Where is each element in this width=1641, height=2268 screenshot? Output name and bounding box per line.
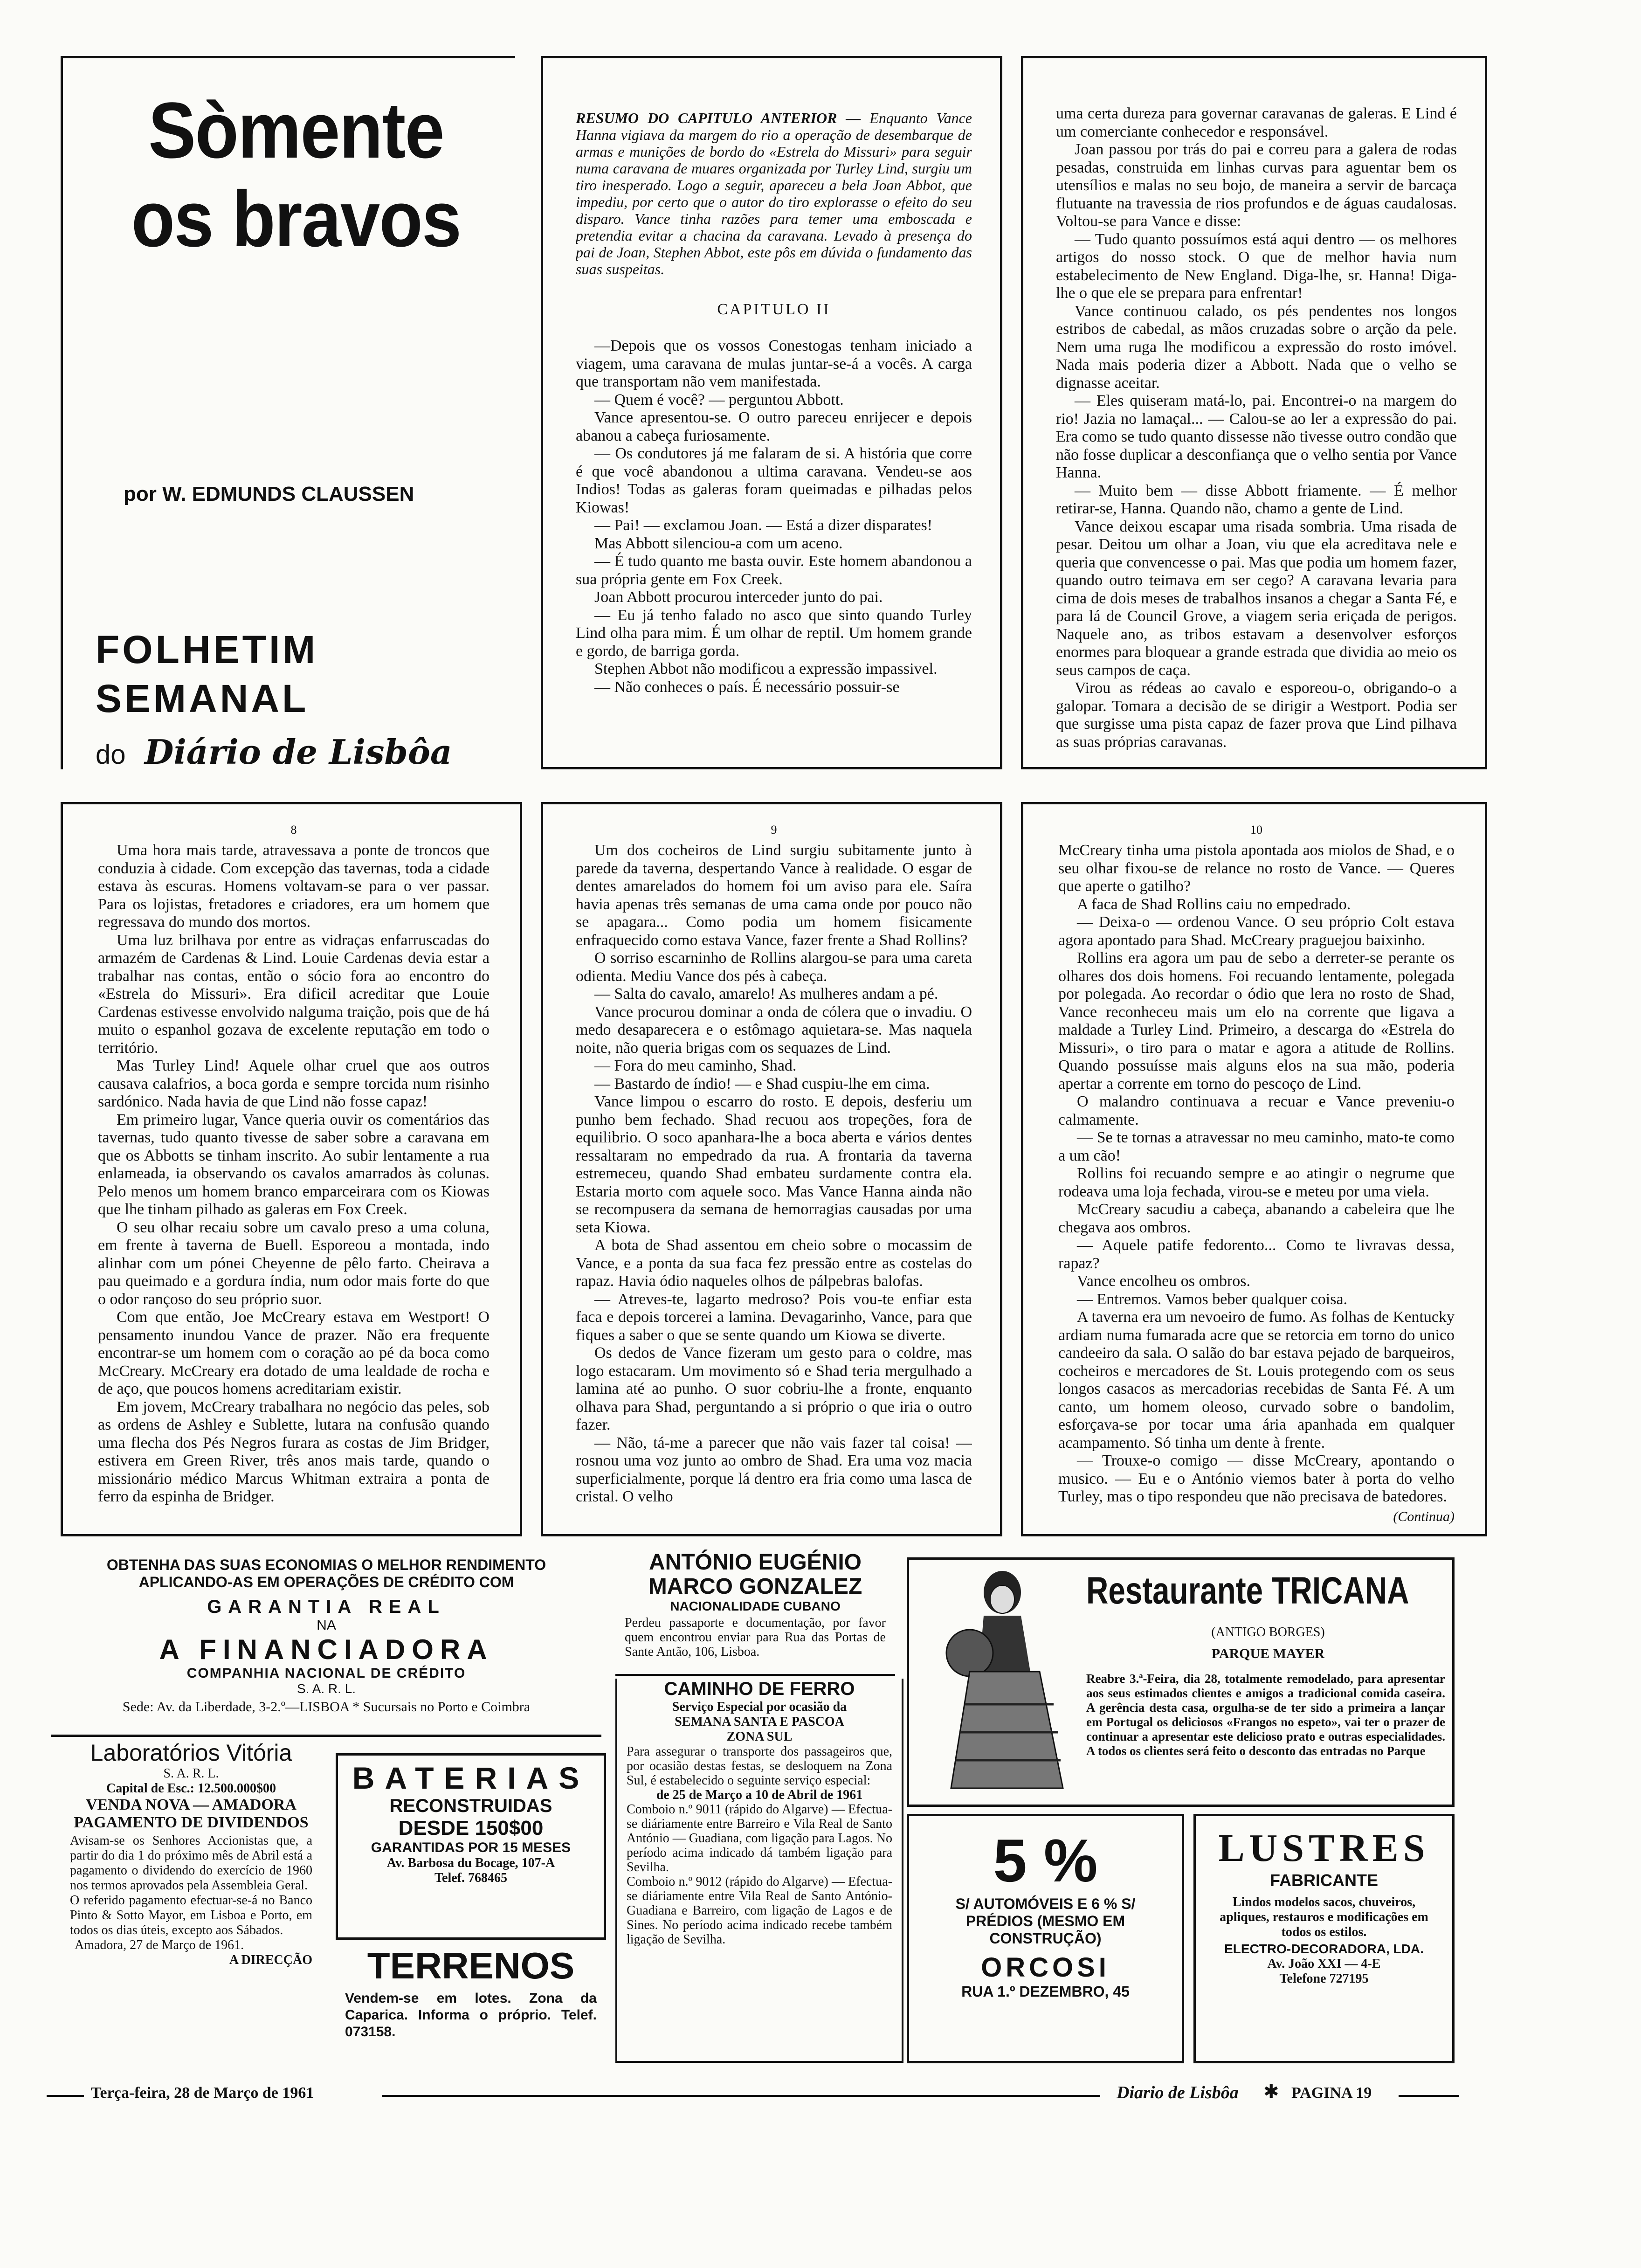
ad-address: RUA 1.º DEZEMBRO, 45 [961,1983,1130,2000]
ad-name: ANTÓNIO EUGÉNIO [648,1550,862,1575]
ad-title: BATERIAS [352,1761,590,1795]
paper-logo: Diário de Lisbôa [145,732,452,769]
serial-author: por W. EDMUNDS CLAUSSEN [124,483,414,505]
paragraph: — Trouxe-o comigo — disse McCreary, apontando o musico. — Eu e o António viemos bater à porta do velho Turley, mas o tipo respondeu que não precisava de batedores. [1058,1452,1455,1505]
serial-title-line2: os bravos [131,175,461,263]
ad-text: O referido pagamento efectuar-se-á no Banco Pinto & Sotto Mayor, em Lisboa e Porto, em todos os dias úteis, excepto aos Sábados. [70,1893,312,1937]
paragraph: — Eles quiseram matá-lo, pai. Encontrei-o na margem do rio! Jazia no lamaçal... — Calou-se ao ler a expressão do pai. Era como se tudo quanto dissesse não tivesse outro condão que não fosse duplicar a desconfiança que o velho sentia por Vance Hanna. [1056,392,1457,481]
ad-title: LUSTRES [1218,1826,1430,1870]
paragraph: — Deixa-o — ordenou Vance. O seu próprio Colt estava agora apontado para Shad. McCreary praguejou baixinho. [1058,913,1455,949]
paragraph: — Pai! — exclamou Joan. — Está a dizer disparates! [594,517,933,534]
ad-firm: ELECTRO-DECORADORA, LDA. [1224,1942,1424,1956]
paragraph: Os dedos de Vance fizeram um gesto para o coldre, mas logo estacaram. Um movimento só e Shad teria mergulhado a lamina até ao punho. O suor cobriu-lhe a fronte, enquanto olhava para Shad, perguntando a si próprio o que iria o outro fazer. [576,1344,972,1433]
star-icon: ✱ [1263,2081,1279,2102]
ad-text: Vendem-se em lotes. Zona da Caparica. Informa o próprio. Telef. 073158. [345,1991,597,2040]
paragraph: Mas Turley Lind! Aquele olhar cruel que aos outros causava calafrios, a boca gorda e sempre torcida num risinho sardónico. Nada havia de que Lind não fosse capaz! [98,1057,490,1110]
paragraph: — Entremos. Vamos beber qualquer coisa. [1077,1290,1348,1308]
page-number: 8 [290,823,297,837]
footer-page: PAGINA 19 [1291,2084,1372,2102]
ad-location: VENDA NOVA — AMADORA [86,1796,296,1813]
ad-text: Lindos modelos sacos, chuveiros, apliques, restauros e modificações em todos os estilos. [1220,1895,1428,1939]
chapter-heading: CAPITULO II [717,301,831,318]
ad-terrenos [336,1944,606,2061]
ad-tel: Telef. 768465 [434,1871,508,1885]
ad-sub: COMPANHIA NACIONAL DE CRÉDITO [186,1666,466,1681]
ad-title: Restaurante TRICANA [1086,1570,1409,1612]
paragraph: Em jovem, McCreary trabalhara no negócio das peles, sob as ordens de Ashley e Sublette, lutara na confusão quando uma flecha dos Pés Negros furara as costas de Jim Bridger, estivera em Green River, três anos mais tarde, quando o missionário médico Marcus Whitman extraira a ponta de ferro da espinha de Bridger. [98,1398,490,1505]
footer-rule-mid [382,2095,1100,2097]
ad-vitoria [51,1739,331,2066]
paragraph: Virou as rédeas ao cavalo e esporeou-o, obrigando-o a galopar. Tomara a decisão de se dirigir a Westport. Podia ser que surgisse uma pista capaz de fazer prova que Lind pilhava as suas próprias caravanas. [1056,679,1457,751]
paragraph: — Atreves-te, lagarto medroso? Pois vou-te enfiar esta faca e depois torcerei a lamina. Devagarinho, Vance, para que fiques a saber o que se sente quando um Kiowa se diverte. [576,1290,972,1344]
ad-line: PRÉDIOS (MESMO EM [965,1913,1125,1929]
paragraph: Stephen Abbot não modificou a expressão impassivel. [594,660,938,678]
paragraph: Joan passou por trás do pai e correu para a galera de rodas pesadas, construida em linhas curvas para aguentar bem os utensílios e malas no seu bojo, de maneira a servir de barcaça flutuante na travessia de rios profundos e de águas caudalosas. Voltou-se para Vance e disse: [1056,141,1457,230]
resumo-text [576,110,972,277]
paragraph: Vance continuou calado, os pés pendentes nos longos estribos de cabedal, as mãos cruzadas sobre o arção da pele. Nem uma ruga lhe modificou a expressão do rosto imóvel. Nada mais poderia dizer a Abbott. Nada que o velho se dignasse aceitar. [1056,302,1457,392]
page-number: 9 [771,823,777,837]
paragraph: Vance encolheu os ombros. [1077,1272,1251,1290]
paragraph: O malandro continuava a recuar e Vance preveniu-o calmamente. [1058,1093,1455,1128]
paragraph: Vance procurou dominar a onda de cólera que o invadiu. O medo desaparecera e o estômago aquietara-se. Mas naquela noite, não queria brigas com os sequazes de Lind. [576,1003,972,1057]
paragraph: O seu olhar recaiu sobre um cavalo preso a uma coluna, em frente à taverna de Buell. Esporeou a montada, indo alinhar com um pónei Cheyenne de pêlo farto. Cheirava a pau queimado e a gordura índia, num odor mais forte do que o odor rançoso do seu próprio suor. [98,1218,490,1308]
resumo-column [541,56,1002,769]
paragraph: — Aquele patife fedorento... Como te livravas dessa, rapaz? [1058,1237,1455,1272]
folhetim-do: do [96,740,126,769]
footer-paper: Diario de Lisbôa [1117,2083,1239,2102]
ad-antonio [615,1550,895,1676]
ad-title: CAMINHO DE FERRO [664,1679,855,1699]
resumo-label: RESUMO DO CAPITULO ANTERIOR — [576,110,870,126]
ad-lustres [1193,1814,1455,2063]
paragraph: Rollins era agora um pau de sebo a derreter-se perante os olhares dos dois homens. Foi recuando lentamente, polegada por polegada. Ao recordar o ódio que lera no rosto de Shad, Vance reconheceu mais um elo na corrente que ligava a maldade a Turley Lind. Primeiro, a descarga do «Estrela do Missuri», o tiro para o matar e agora a atitude de Rollins. Quando possuísse mais alguns elos na sua mão, poderia apertar a corrente em torno do pescoço de Lind. [1058,949,1455,1093]
ad-guarantee: GARANTIA REAL [207,1597,446,1617]
paragraph: — Fora do meu caminho, Shad. [594,1057,797,1074]
ad-baterias [336,1753,606,1940]
paragraph: — Os condutores já me falaram de si. A história que corre é que você abandonou a ultima caravana. Vendeu-se aos Indios! Todas as galeras foram queimadas e pilhadas pelos Kiowas! [576,445,972,516]
ad-parque: PARQUE MAYER [1211,1646,1325,1661]
ad-caminho-ferro [615,1679,903,2063]
ad-text: Perdeu passaporte e documentação, por favor quem encontrou enviar para Rua das Portas de Sante Antão, 106, Lisboa. [625,1616,886,1659]
folhetim-line1: FOLHETIM [96,628,318,671]
paragraph: A faca de Shad Rollins caiu no empedrado. [1077,895,1351,913]
ad-date: Amadora, 27 de Março de 1961. [75,1938,244,1952]
ad-line: APLICANDO-AS EM OPERAÇÕES DE CRÉDITO COM [138,1574,514,1590]
ad-name: ORCOSI [981,1952,1110,1983]
ad-address: Sede: Av. da Liberdade, 3-2.º—LISBOA * Sucursais no Porto e Coimbra [122,1699,531,1715]
serial-title-line1: Sòmente [148,86,444,175]
footer-date: Terça-feira, 28 de Março de 1961 [91,2084,314,2102]
paragraph: A taverna era um nevoeiro de fumo. As folhas de Kentucky ardiam numa fumarada acre que se retorcia em torno do unico candeeiro da sala. O salão do bar estava pejado de barqueiros, cocheiros e mercadores de St. Louis protegendo com os seus longos casacos as mercadorias recebidas de Santa Fé. A um canto, um homem oleoso, curvado sobre o bandolim, esforçava-se por tocar uma ária apanhada em qualquer acampamento. Só tinha um dente à frente. [1058,1308,1455,1452]
ad-tricana [907,1557,1455,1807]
ad-orcosi [907,1814,1184,2063]
ad-dates: de 25 de Março a 10 de Abril de 1961 [656,1788,863,1802]
ad-title: TERRENOS [367,1945,575,1986]
paragraph: — Quem é você? — perguntou Abbott. [594,391,844,408]
paragraph: Uma luz brilhava por entre as vidraças enfarruscadas do armazém de Cardenas & Lind. Louie Cardenas devia estar a trabalhar nas contas, então o sócio fora ao encontro do «Estrela do Missuri». Era dificil acreditar que Louie Cardenas estivesse envolvido nalguma traição, pois que de há muito o espanhol gozava de excelente reputação em todo o território. [98,931,490,1057]
ad-antigo: (ANTIGO BORGES) [1211,1625,1325,1639]
paragraph: Rollins foi recuando sempre e ao atingir o negrume que rodeava uma loja fechada, virou-se e meteu por uma viela. [1058,1165,1455,1200]
paragraph: Em primeiro lugar, Vance queria ouvir os comentários das tavernas, tudo quanto tivesse de saber sobre a caravana em que os Abbotts se tinham inscrito. Ao subir lentamente a rua enlameada, ia observando os cavalos amarrados às colunas. Pelo menos um homem branco emparceirara com os Kiowas que lhe tinham pilhado as galeras em Fox Creek. [98,1111,490,1218]
ad-line: DESDE 150$00 [398,1817,544,1839]
ad-sub: FABRICANTE [1270,1871,1378,1890]
story-page-9 [541,802,1002,1536]
ad-sub: SEMANA SANTA E PASCOA [675,1715,844,1729]
chapter-text [576,337,972,696]
paragraph: McCreary tinha uma pistola apontada aos miolos de Shad, e o seu olhar fixou-se de relance no rosto de Vance. — Queres que aperte o gatilho? [1058,842,1455,895]
ad-nat: NACIONALIDADE CUBANO [670,1599,841,1613]
continua-label: (Continua) [1393,1508,1455,1524]
ad-sarl: S. A. R. L. [296,1681,356,1696]
ad-line: CONSTRUÇÃO) [989,1930,1102,1947]
footer-rule-left [47,2095,84,2097]
ad-address: Av. Barbosa du Bocage, 107-A [386,1856,555,1870]
paragraph: McCreary sacudiu a cabeça, abanando a cabeleira que lhe chegava aos ombros. [1058,1201,1455,1236]
folhetim-line2: SEMANAL [96,677,309,720]
ad-pay: PAGAMENTO DE DIVIDENDOS [74,1814,309,1831]
ad-train: Comboio n.º 9011 (rápido do Algarve) — Efectua-se diáriamente entre Barreiro e Vila Real de Santo António — Guadiana, com ligação para Lagos. No período acima indicado dá também ligação para Sevilha. [627,1802,892,1874]
ad-line: OBTENHA DAS SUAS ECONOMIAS O MELHOR RENDIMENTO [106,1556,546,1573]
resumo-body: Enquanto Vance Hanna vigiava da margem do rio a operação de desembarque de armas e munições de bordo do «Estrela do Missuri» para seguir numa caravana de muares organizada por Turley Lind, surgiu um tiro inesperado. Logo a seguir, apareceu a bela Joan Abbot, que impediu, por certo que o autor do tiro explorasse o efeito do seu disparo. Vance tinha razões para temer uma emboscada e pretendia evitar a chacina da caravana. Levado à presença do pai de Joan, Stephen Abbot, este pôs em dúvida o fundamento das suas suspeitas. [576,110,972,277]
ad-title: Laboratórios Vitória [90,1740,292,1766]
paragraph: — Não conheces o país. É necessário possuir-se [594,678,900,696]
ad-sign: A DIRECÇÃO [229,1953,312,1967]
ad-sarl: S. A. R. L. [163,1766,219,1781]
ad-line: RECONSTRUIDAS [389,1796,552,1816]
ad-line: GARANTIDAS POR 15 MESES [371,1840,571,1855]
paragraph: — Tudo quanto possuímos está aqui dentro — os melhores artigos do nosso stock. O que de melhor havia num estabelecimento de New England. Diga-lhe, sr. Hanna! Diga-lhe o que ele se prepara para enfrentar! [1056,230,1457,302]
paragraph: —Depois que os vossos Conestogas tenham iniciado a viagem, uma caravana de mulas juntar-se-á a vocês. A carga que transportam não vem manifestada. [576,337,972,390]
ad-name: MARCO GONZALEZ [648,1574,862,1599]
paragraph: Vance deixou escapar uma risada sombria. Uma risada de pesar. Deitou um olhar a Joan, viu que ela acreditava nele e queria que convencesse o pai. Mas que podia um homem fazer, quando outro teimava em ser cego? A caravana levaria para cima de dois meses de trabalhos insanos a chegar a Santa Fé, e para lá de Council Grove, a viagem seria eriçada de perigos. Naquele ano, as tribos estavam a desenvolver esforços enormes para bloquear a grande estrada que dividia ao meio os seus campos de caça. [1056,518,1457,679]
paragraph: — Se te tornas a atravessar no meu caminho, mato-te como a um cão! [1058,1129,1455,1164]
ad-text: Avisam-se os Senhores Accionistas que, a partir do dia 1 do próximo mês de Abril está a pagamento o dividendo do exercício de 1960 nos termos aprovados pela Assembleia Geral. [70,1833,312,1893]
paragraph: O sorriso escarninho de Rollins alargou-se para uma careta odienta. Mediu Vance dos pés à cabeça. [576,949,972,985]
paragraph: — Salta do cavalo, amarelo! As mulheres andam a pé. [594,985,938,1003]
ad-financiadora [51,1548,601,1737]
paragraph: — Muito bem — disse Abbott friamente. — É melhor retirar-se, Hanna. Quando não, chamo a gente de Lind. [1056,482,1457,517]
ad-intro: Para assegurar o transporte dos passageiros que, por ocasião destas festas, se desloquem na Zona Sul, é estabelecido o seguinte serviço especial: [627,1744,892,1788]
paragraph: Vance limpou o escarro do rosto. E depois, desferiu um punho bem fechado. Shad recuou aos tropeções, fora de equilibrio. O soco apanhara-lhe a boca aberta e vários dentes ressaltaram no empedrado da rua. A frontaria da taverna estremeceu, quando Shad embateu surdamente contra ela. Estaria morto com aquele soco. Mas Vance Hanna ainda não se recompusera da semana de hemorragias causadas por uma seta Kiowa. [576,1093,972,1236]
serial-title [91,86,501,263]
ad-company-name: A FINANCIADORA [159,1634,494,1665]
paragraph: uma certa dureza para governar caravanas de galeras. E Lind é um comerciante conhecedor e responsável. [1056,105,1457,140]
serial-title-panel [61,56,515,769]
ad-sub: Serviço Especial por ocasião da [672,1700,847,1714]
paragraph: A bota de Shad assentou em cheio sobre o mocassim de Vance, e a ponta da sua faca fez pressão entre as costelas do rapaz. Havia ódio naqueles olhos de pálpebras balofas. [576,1237,972,1290]
paragraph: Mas Abbott silenciou-a com um aceno. [594,534,843,552]
paragraph: — Não, tá-me a parecer que não vais fazer tal coisa! — rosnou uma voz junto ao ombro de Shad. Era uma voz macia superficialmente, porque lá dentro era fria como uma lasca de cristal. O velho [576,1434,972,1505]
ad-train: Comboio n.º 9012 (rápido do Algarve) — Efectua-se diáriamente entre Vila Real de Santo António-Guadiana e Barreiro, com ligação de Lagos e de Sines. No período acima indicado recebe também ligação de Sevilha. [627,1874,892,1947]
ad-na: NA [317,1618,336,1633]
paragraph: — É tudo quanto me basta ouvir. Este homem abandonou a sua própria gente em Fox Creek. [576,553,972,588]
ad-address: Av. João XXI — 4-E [1267,1957,1381,1971]
story-page-8 [61,802,522,1536]
paragraph: Vance apresentou-se. O outro pareceu enrijecer e depois abanou a cabeça furiosamente. [576,409,972,444]
paragraph: — Eu já tenho falado no asco que sinto quando Turley Lind olha para mim. É um olhar de reptil. Um homem grande e gordo, de barriga gorda. [576,606,972,660]
paragraph: Com que então, Joe McCreary estava em Westport! O pensamento inundou Vance de prazer. Não era frequente encontrar-se um homem com o coração ao pé da boca como McCreary. McCreary era dotado de uma lealdade de rocha e de aço, que poucos homens acreditariam existir. [98,1308,490,1397]
page-number: 10 [1250,823,1262,837]
ad-text: Reabre 3.ª-Feira, dia 28, totalmente remodelado, para apresentar aos seus estimados clientes e amigos a tradicional comida caseira. A gerência desta casa, orgulha-se de ter sido a primeira a lançar em Portugal os deliciosos «Frangos no espeto», vai ter o prazer de continuar a apresentar este delicioso prato e outras especialidades. A todos os clientes será feito o desconto das entradas no Parque [1086,1672,1445,1758]
ad-percent: 5 % [993,1826,1098,1895]
ad-capital: Capital de Esc.: 12.500.000$00 [106,1781,276,1796]
ad-sub: ZONA SUL [726,1729,793,1744]
footer-rule-right [1399,2095,1459,2097]
paragraph: Uma hora mais tarde, atravessava a ponte de troncos que conduzia à cidade. Com excepção das tavernas, toda a cidade estava às escuras. Homens voltavam-se para o ver passar. Para os lojistas, fretadores e criadores, era um homem que regressava do mundo dos mortos. [98,842,490,931]
story-column-top-right [1021,56,1487,769]
woman-illustration [914,1564,1072,1798]
ad-line: S/ AUTOMÓVEIS E 6 % S/ [955,1895,1136,1912]
paragraph: Joan Abbott procurou interceder junto do pai. [594,588,883,606]
paragraph: Um dos cocheiros de Lind surgiu subitamente junto à parede da taverna, despertando Vance à realidade. O esgar de dentes amarelados do homem foi um aviso para ele. Saíra havia apenas três semanas de uma cama onde por pouco não se apagara... Como podia um homem fisicamente enfraquecido como estava Vance, fazer frente a Shad Rollins? [576,842,972,949]
story-page-10 [1021,802,1487,1536]
paragraph: — Bastardo de índio! — e Shad cuspiu-lhe em cima. [594,1075,930,1093]
ad-tel: Telefone 727195 [1279,1971,1369,1986]
